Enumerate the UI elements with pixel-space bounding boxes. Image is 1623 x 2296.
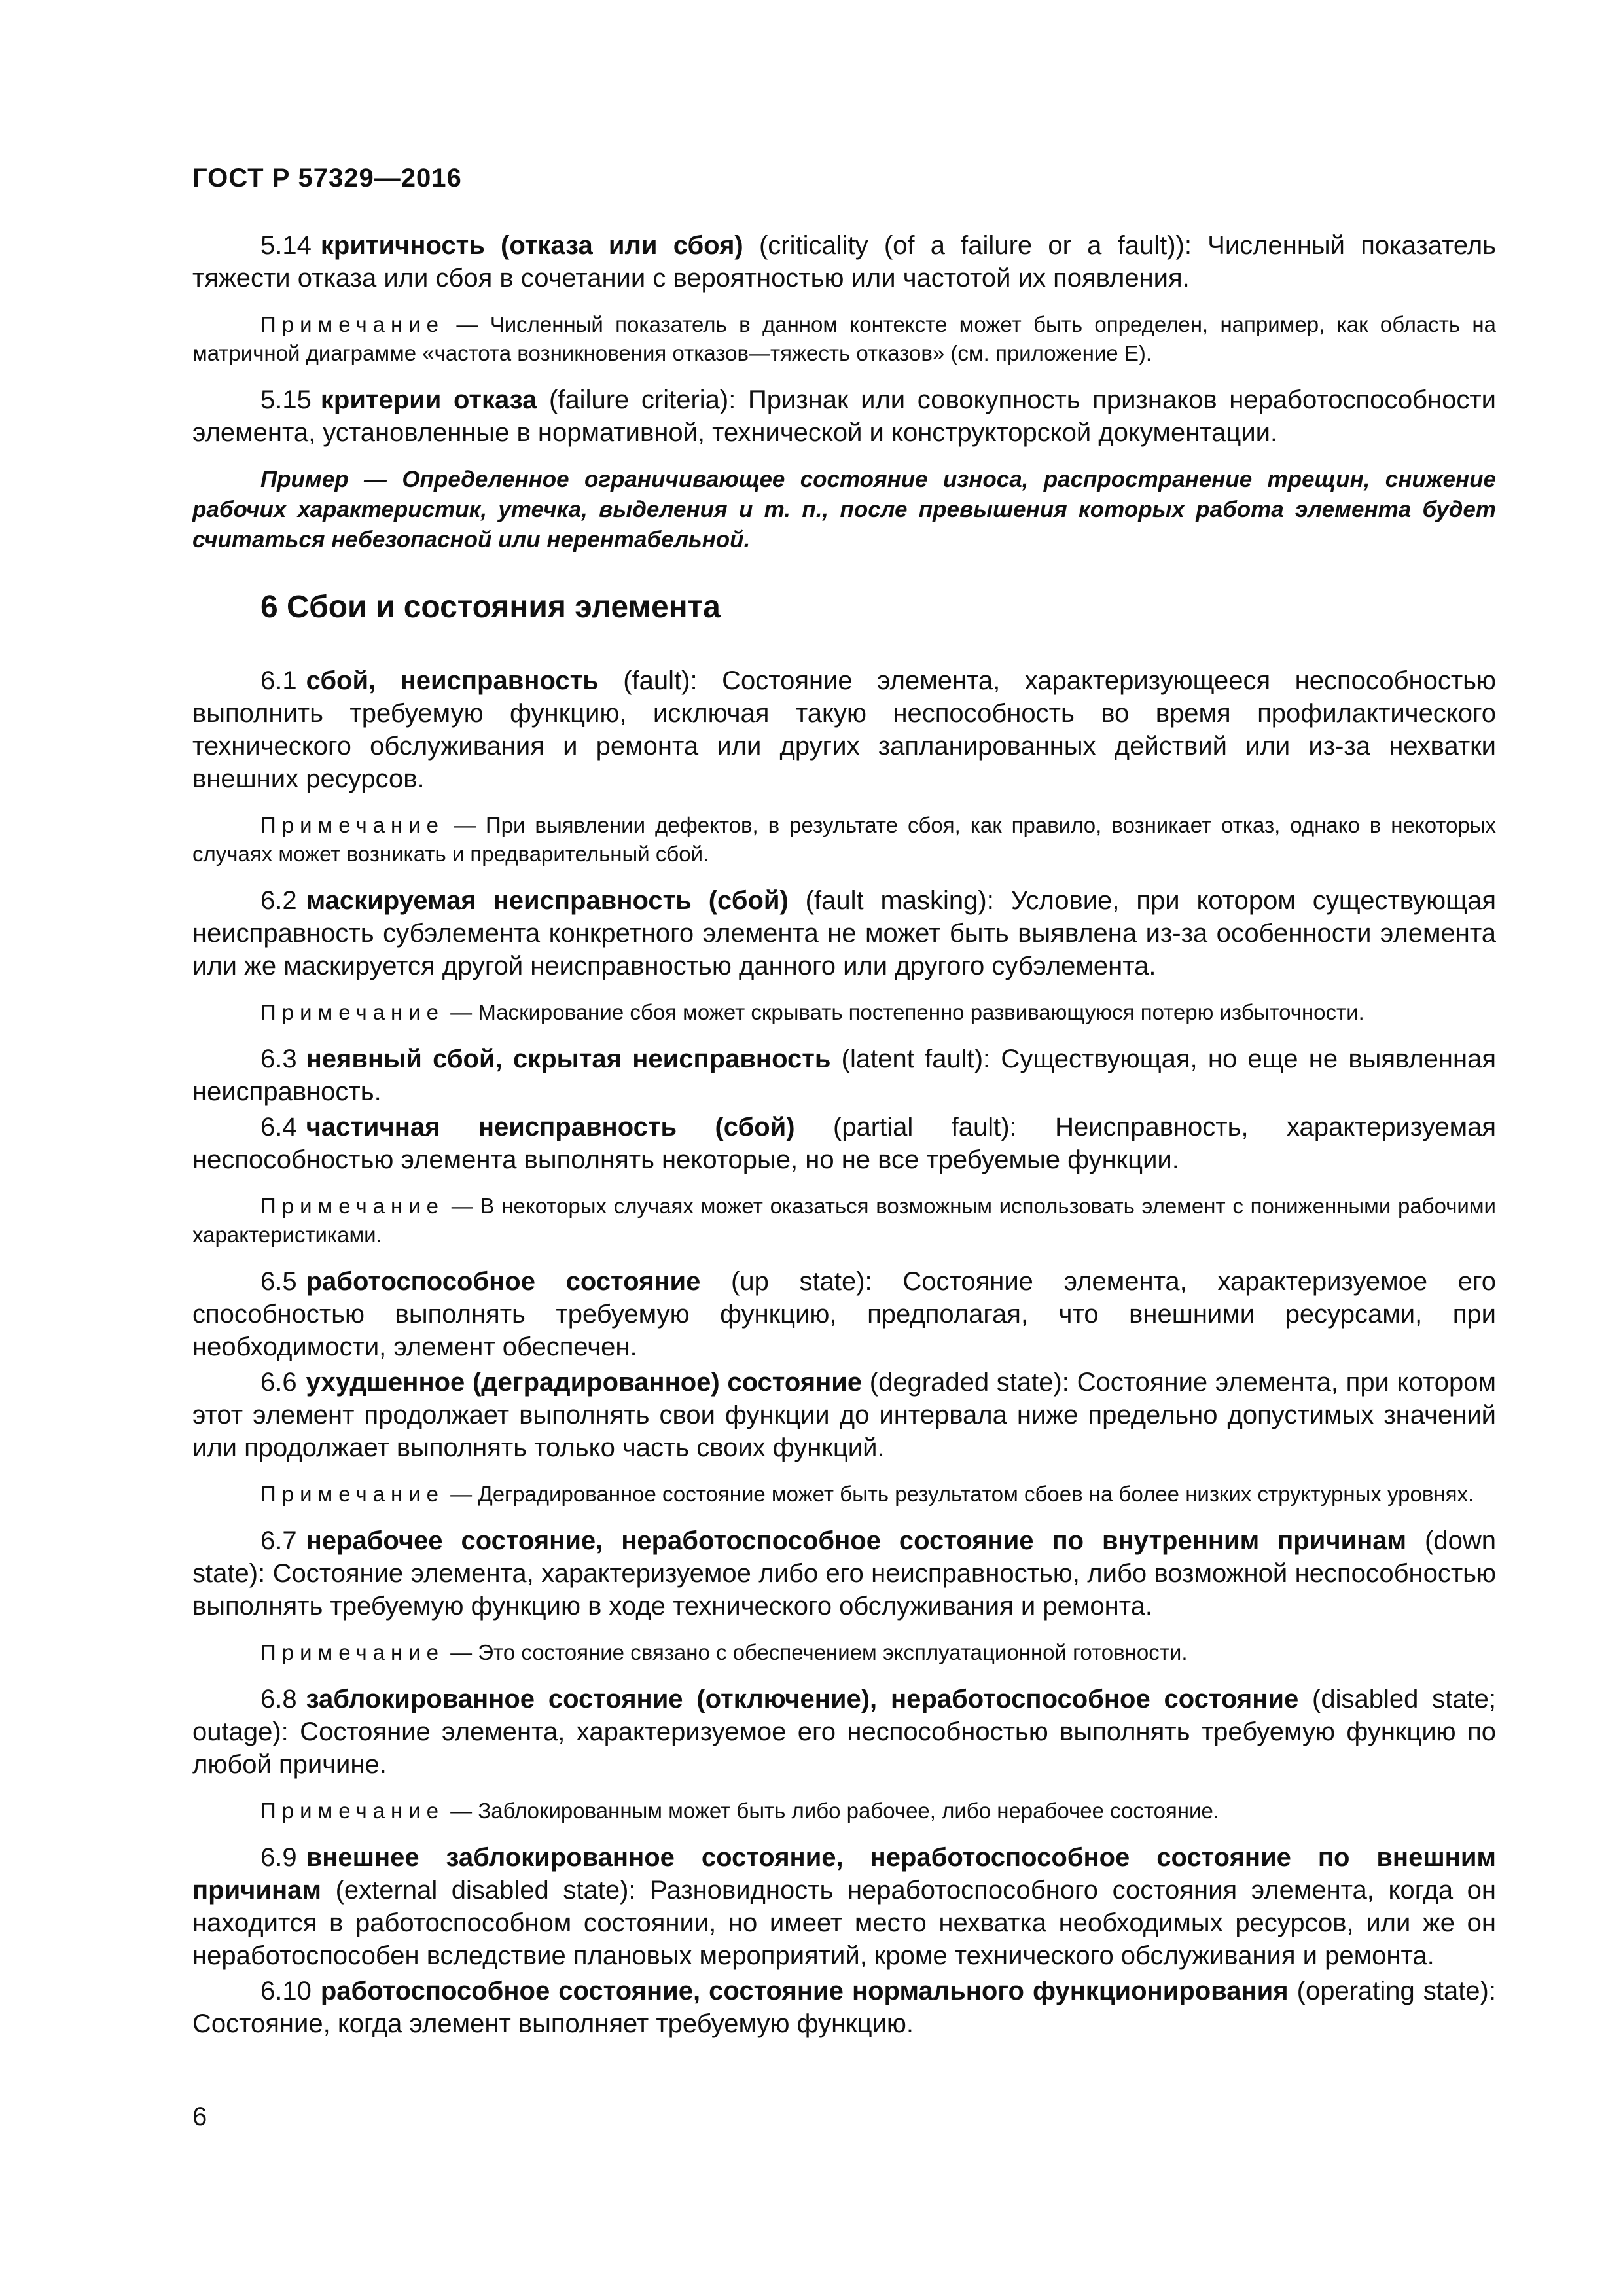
- definition-6-7: [192, 1524, 1496, 1623]
- clause-number: 6.7: [260, 1526, 297, 1555]
- note-text: — Численный показатель в данном контексте может быть определен, например, как область на матричной диаграмме «частота возникновения отказов—тяжесть отказов» (см. приложение Е).: [192, 312, 1496, 365]
- definition-6-8: [192, 1683, 1496, 1781]
- note-label: Примечание: [260, 1799, 445, 1823]
- term: работоспособное состояние, состояние нормального функционирования: [320, 1977, 1289, 2005]
- clause-number: 5.15: [260, 386, 312, 414]
- clause-number: 6.9: [260, 1843, 297, 1872]
- note-label: Примечание: [260, 1482, 445, 1506]
- clause-number: 6.10: [260, 1977, 312, 2005]
- note-text: — Маскирование сбоя может скрывать постепенно развивающуюся потерю избыточности.: [444, 1000, 1364, 1024]
- note: [192, 1638, 1496, 1667]
- note-label: Примечание: [260, 1194, 445, 1218]
- note-text: — В некоторых случаях может оказаться возможным использовать элемент с пониженными рабочими характеристиками.: [192, 1194, 1496, 1247]
- definition-6-3: [192, 1043, 1496, 1108]
- clause-number: 5.14: [260, 231, 312, 260]
- clause-number: 6.1: [260, 666, 297, 695]
- clause-number: 6.5: [260, 1267, 297, 1296]
- definition-5-14: [192, 229, 1496, 295]
- definition-6-4: [192, 1111, 1496, 1176]
- clause-number: 6.4: [260, 1113, 297, 1141]
- note-label: Примечание: [260, 312, 445, 336]
- definition-6-9: [192, 1841, 1496, 1972]
- definition-text: (fault): Состояние элемента, характеризующееся неспособностью выполнить требуемую функцию, исключая такую неспособность во время профилактического технического обслуживания и ремонта или других запланированных действий или из-за нехватки внешних ресурсов.: [192, 666, 1496, 793]
- definition-text: (operating state): Состояние, когда элемент выполняет требуемую функцию.: [192, 1977, 1496, 2038]
- section-heading: 6 Сбои и состояния элемента: [260, 590, 721, 624]
- definition-text: (disabled state; outage): Состояние элемента, характеризуемое его неспособностью выполнять требуемую функцию по любой причине.: [192, 1685, 1496, 1779]
- note: [192, 811, 1496, 869]
- page-number: 6: [192, 2102, 207, 2131]
- standard-designation: ГОСТ Р 57329—2016: [192, 164, 462, 192]
- term: неявный сбой, скрытая неисправность: [306, 1045, 831, 1073]
- definition-text: (criticality (of a failure or a fault)): Численный показатель тяжести отказа или сбоя в сочетании с вероятностью или частотой их появления.: [192, 231, 1497, 293]
- definition-6-6: [192, 1366, 1496, 1464]
- clause-number: 6.3: [260, 1045, 297, 1073]
- definition-5-15: [192, 384, 1496, 449]
- example: Пример — Определенное ограничивающее состояние износа, распространение трещин, снижение рабочих характеристик, утечка, выделения и т. п., после превышения которых работа элемента будет считаться небезопасной или нерентабельной.: [192, 467, 1496, 552]
- term: ухудшенное (деградированное) состояние: [306, 1368, 863, 1397]
- note-text: — Деградированное состояние может быть результатом сбоев на более низких структурных уровнях.: [444, 1482, 1474, 1506]
- definition-text: (latent fault): Существующая, но еще не выявленная неисправность.: [192, 1045, 1496, 1106]
- note-label: Примечание: [260, 1640, 445, 1664]
- note: [192, 1797, 1496, 1825]
- definition-text: (failure criteria): Признак или совокупность признаков неработоспособности элемента, установленные в нормативной, технической и конструкторской документации.: [192, 386, 1496, 447]
- note: [192, 1192, 1496, 1249]
- term: заблокированное состояние (отключение), неработоспособное состояние: [306, 1685, 1299, 1713]
- clause-number: 6.8: [260, 1685, 297, 1713]
- term: работоспособное состояние: [306, 1267, 701, 1296]
- note: [192, 998, 1496, 1027]
- term: маскируемая неисправность (сбой): [306, 886, 789, 915]
- definition-text: (up state): Состояние элемента, характеризуемое его способностью выполнять требуемую функцию, предполагая, что внешними ресурсами, при необходимости, элемент обеспечен.: [192, 1267, 1496, 1361]
- note-text: — Заблокированным может быть либо рабочее, либо нерабочее состояние.: [444, 1799, 1219, 1823]
- term: внешнее заблокированное состояние, неработоспособное состояние по внешним причинам: [192, 1843, 1496, 1905]
- definition-text: (down state): Состояние элемента, характеризуемое либо его неисправностью, либо возможной неспособностью выполнять требуемую функцию в ходе технического обслуживания и ремонта.: [192, 1526, 1496, 1621]
- term: частичная неисправность (сбой): [306, 1113, 795, 1141]
- definition-6-5: [192, 1265, 1496, 1363]
- definition-text: (degraded state): Состояние элемента, при котором этот элемент продолжает выполнять свои функции до интервала ниже предельно допустимых значений или продолжает выполнять только часть своих функций.: [192, 1368, 1496, 1462]
- term: критерии отказа: [320, 386, 537, 414]
- definition-6-10: [192, 1975, 1496, 2040]
- note-label: Примечание: [260, 1000, 445, 1024]
- definition-6-1: [192, 664, 1496, 795]
- clause-number: 6.6: [260, 1368, 297, 1397]
- definition-6-2: [192, 884, 1496, 982]
- note-label: Примечание: [260, 813, 445, 837]
- note: [192, 310, 1496, 368]
- clause-number: 6.2: [260, 886, 297, 915]
- term: критичность (отказа или сбоя): [320, 231, 743, 260]
- note-text: — При выявлении дефектов, в результате сбоя, как правило, возникает отказ, однако в некоторых случаях может возникать и предварительный сбой.: [192, 813, 1496, 866]
- term: нерабочее состояние, неработоспособное состояние по внутренним причинам: [306, 1526, 1407, 1555]
- definition-text: (external disabled state): Разновидность неработоспособного состояния элемента, когда он находится в работоспособном состоянии, но имеет место нехватка необходимых ресурсов, или же он неработоспособен вследствие плановых мероприятий, кроме технического обслуживания и ремонта.: [192, 1876, 1496, 1970]
- note-text: — Это состояние связано с обеспечением эксплуатационной готовности.: [444, 1640, 1188, 1664]
- document-body: [192, 229, 1496, 2056]
- definition-text: (fault masking): Условие, при котором существующая неисправность субэлемента конкретного элемента не может быть выявлена из-за особенности элемента или же маскируется другой неисправностью данного или другого субэлемента.: [192, 886, 1496, 980]
- term: сбой, неисправность: [306, 666, 599, 695]
- definition-text: (partial fault): Неисправность, характеризуемая неспособностью элемента выполнять некоторые, но не все требуемые функции.: [192, 1113, 1496, 1174]
- note: [192, 1480, 1496, 1509]
